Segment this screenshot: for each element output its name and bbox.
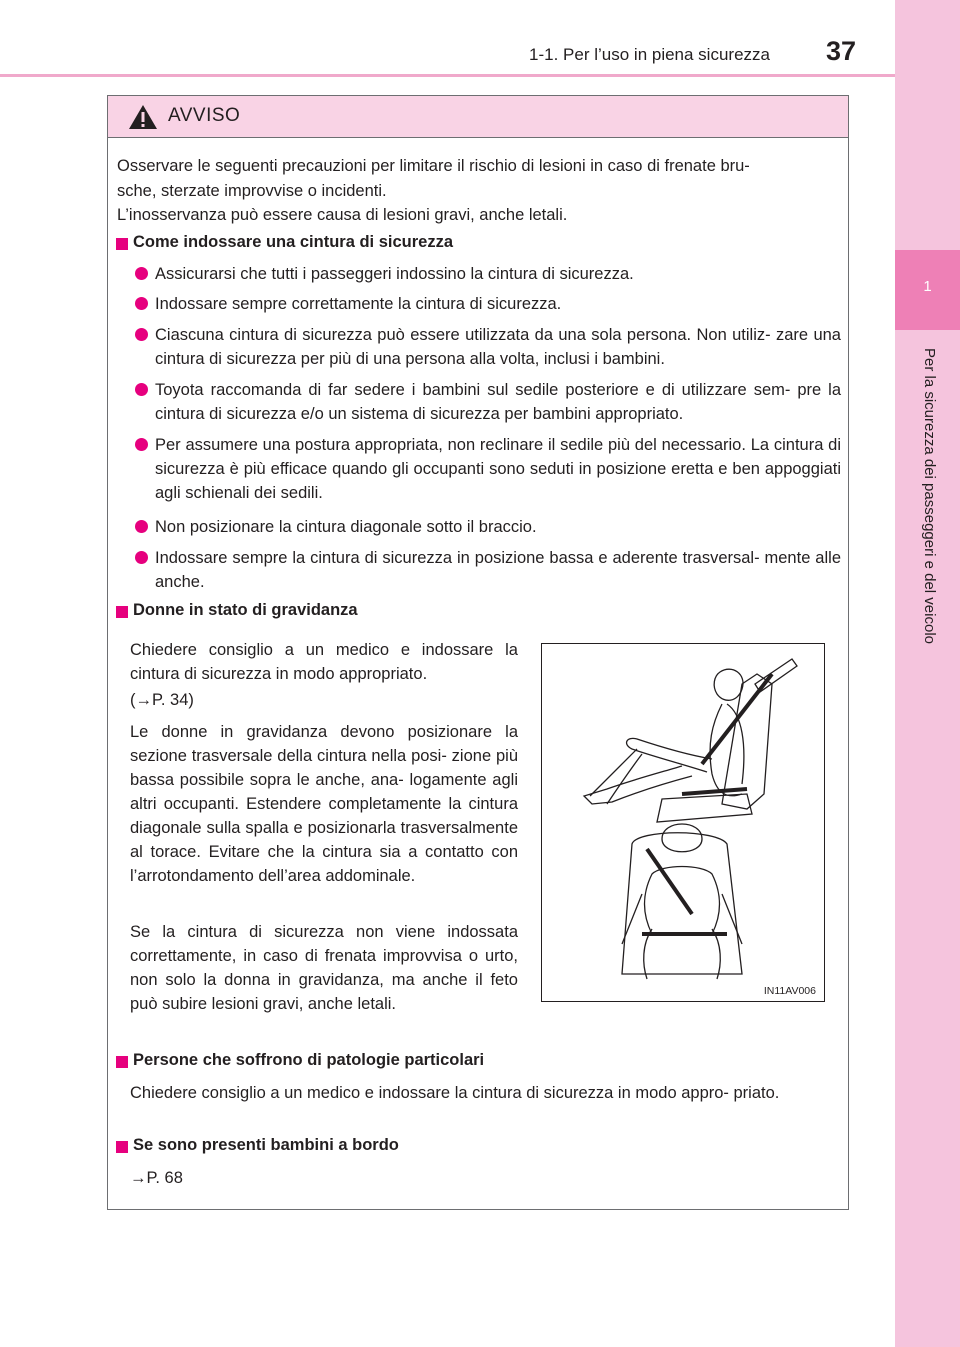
- intro-line-2: sche, sterzate improvvise o incidenti.: [117, 182, 387, 200]
- bullet-dot: [135, 438, 148, 451]
- chapter-title: Per la sicurezza dei passeggeri e del veicolo: [921, 348, 938, 644]
- pregnant-seatbelt-illustration: [541, 643, 825, 1002]
- section-heading-pregnancy: Donne in stato di gravidanza: [133, 601, 358, 619]
- bullet-item: Assicurarsi che tutti i passeggeri indossino la cintura di sicurezza.: [155, 265, 634, 283]
- section-marker: [116, 606, 128, 618]
- bullet-item: Per assumere una postura appropriata, non reclinare il sedile più del necessario. La cintura di sicurezza è più efficace quando gli occupanti sono seduti in posizione eretta e ben appoggiati agli schienali dei sedili.: [155, 436, 841, 502]
- bullet-item: Ciascuna cintura di sicurezza può essere utilizzata da una sola persona. Non utiliz- zare una cintura di sicurezza per più di una persona alla volta, inclusi i bambini.: [155, 326, 841, 368]
- section-marker: [116, 238, 128, 250]
- warning-title: AVVISO: [168, 105, 241, 126]
- bullet-dot: [135, 267, 148, 280]
- pregnancy-para-3: Se la cintura di sicurezza non viene indossata correttamente, in caso di frenata improvvisa o urto, non solo la donna in gravidanza, ma anche il feto può subire lesioni gravi, anche letali.: [130, 923, 518, 1013]
- section-title: 1-1. Per l’uso in piena sicurezza: [529, 45, 770, 64]
- section-marker: [116, 1141, 128, 1153]
- bullet-dot: [135, 297, 148, 310]
- intro-line-3: L’inosservanza può essere causa di lesioni gravi, anche letali.: [117, 206, 568, 224]
- bullet-item: Indossare sempre correttamente la cintura di sicurezza.: [155, 295, 562, 313]
- bullet-dot: [135, 383, 148, 396]
- conditions-text: Chiedere consiglio a un medico e indossare la cintura di sicurezza in modo appro- priato.: [130, 1084, 780, 1102]
- section-heading-conditions: Persone che soffrono di patologie particolari: [133, 1051, 485, 1069]
- section-heading-children: Se sono presenti bambini a bordo: [133, 1136, 399, 1154]
- warning-triangle-icon: [128, 104, 158, 130]
- bullet-item: Indossare sempre la cintura di sicurezza in posizione bassa e aderente trasversal- mente alle anche.: [155, 549, 841, 591]
- chapter-number: 1: [923, 278, 932, 295]
- bullet-item: Toyota raccomanda di far sedere i bambini sul sedile posteriore e di utilizzare sem- pre la cintura di sicurezza e/o un sistema di sicurezza per bambini appropriato.: [155, 381, 841, 423]
- header-rule: [0, 74, 895, 77]
- bullet-dot: [135, 520, 148, 533]
- intro-line-1: Osservare le seguenti precauzioni per limitare il rischio di lesioni in caso di frenate bru-: [117, 157, 750, 175]
- section-marker: [116, 1056, 128, 1068]
- bullet-dot: [135, 328, 148, 341]
- children-ref-link[interactable]: →P. 68: [130, 1169, 183, 1187]
- bullet-dot: [135, 551, 148, 564]
- pregnancy-ref: (→P. 34): [130, 691, 194, 709]
- warning-header: [108, 96, 848, 138]
- pregnancy-para-2: Le donne in gravidanza devono posizionare la sezione trasversale della cintura nella posi- zione più bassa possibile sopra le anche, ana- logamente agli altri occupanti. Estendere completamente la cintura diagonale sulla spalla e posizionarla trasversalmente al torace. Evitare che la cintura sia a contatto con l’arrotondamento dell’area addominale.: [130, 723, 518, 885]
- pregnancy-para-1: Chiedere consiglio a un medico e indossare la cintura di sicurezza in modo appropriato.: [130, 641, 518, 683]
- page-number: 37: [826, 36, 857, 66]
- illustration-drawing: [542, 644, 824, 1001]
- section-heading-seatbelt: Come indossare una cintura di sicurezza: [133, 233, 454, 251]
- figure-code: IN11AV006: [763, 985, 816, 997]
- bullet-item: Non posizionare la cintura diagonale sotto il braccio.: [155, 518, 537, 536]
